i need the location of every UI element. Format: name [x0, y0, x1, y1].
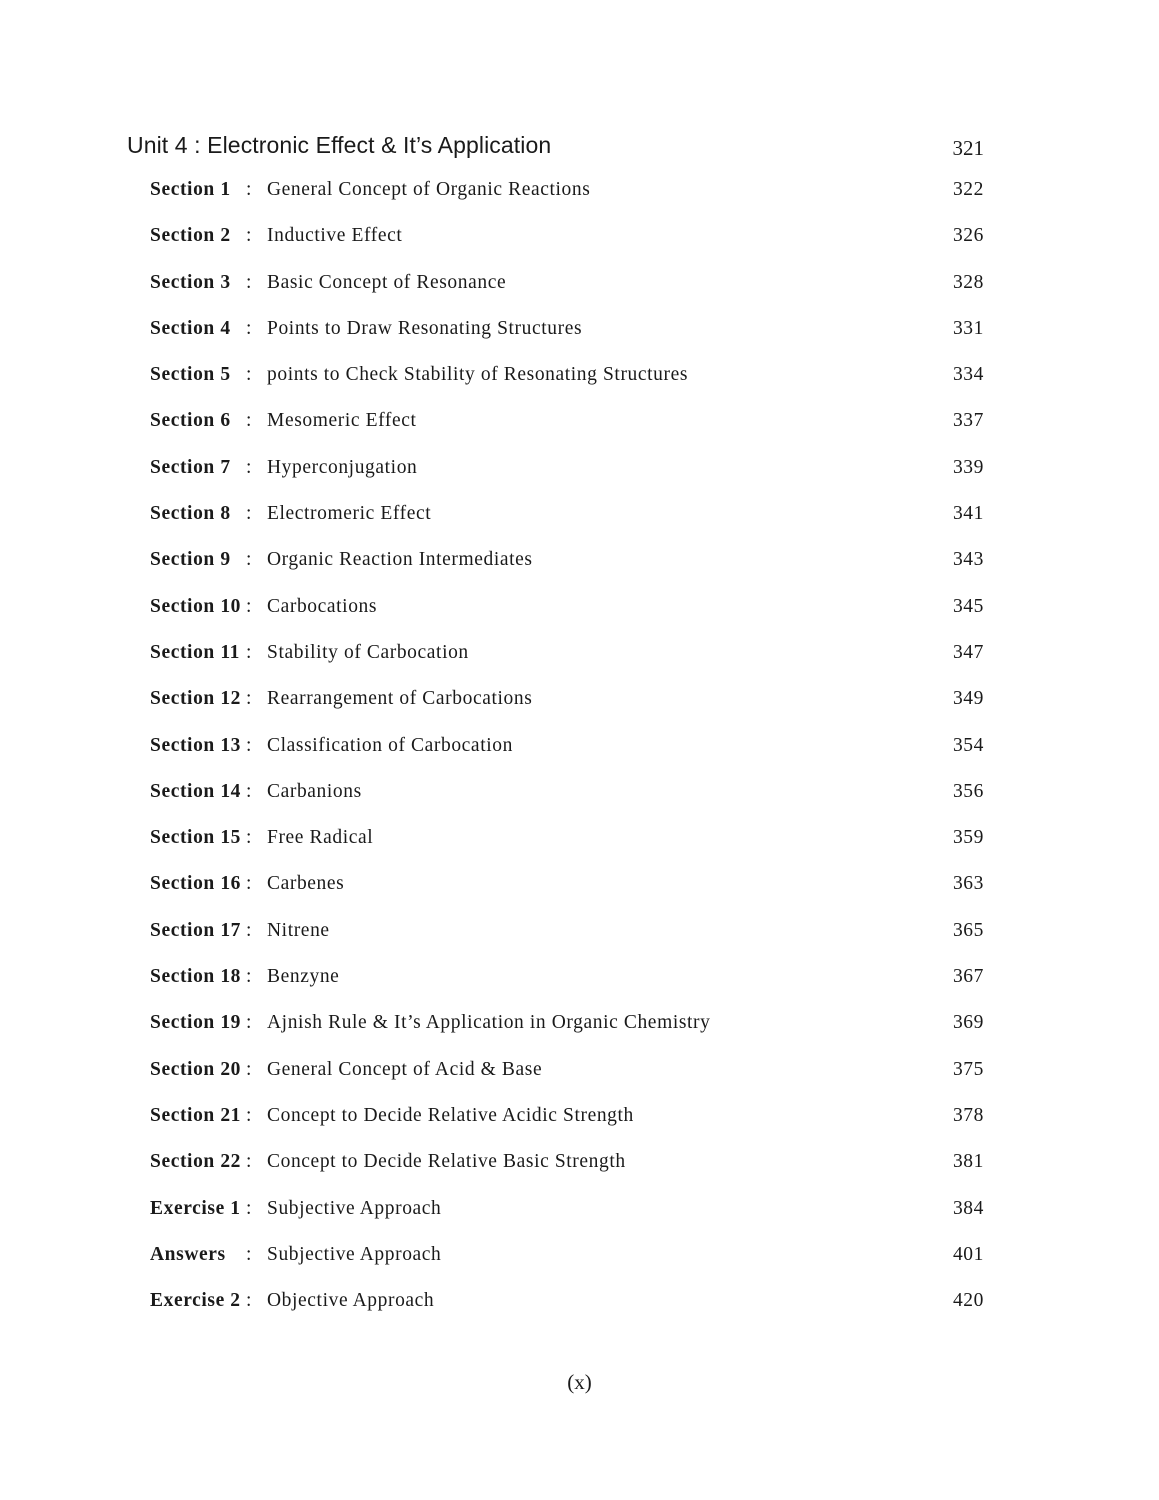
toc-entry-title: Subjective Approach — [267, 1243, 442, 1265]
toc-entry — [150, 1189, 984, 1235]
toc-entry-label: Section 15 — [150, 827, 242, 849]
toc-entry-page: 356 — [952, 780, 984, 802]
toc-entry-title: Carbocations — [267, 595, 378, 617]
toc-entry-page: 326 — [952, 225, 984, 247]
toc-entry-page: 375 — [952, 1058, 984, 1080]
toc-entry — [150, 818, 984, 864]
toc-entry-label: Section 16 — [150, 873, 242, 895]
toc-entry-title: Concept to Decide Relative Acidic Strength — [267, 1104, 634, 1126]
toc-entry — [150, 540, 984, 586]
toc-entry-separator: : — [246, 1197, 253, 1219]
toc-entry-title: Hyperconjugation — [267, 456, 418, 478]
toc-entry-title: Mesomeric Effect — [267, 410, 417, 432]
toc-entry-separator: : — [246, 966, 253, 988]
toc-entry — [150, 309, 984, 355]
toc-entry-label: Exercise 1 — [150, 1197, 241, 1219]
toc-entry — [150, 1003, 984, 1049]
toc-entry-separator: : — [246, 780, 253, 802]
toc-entry-page: 341 — [952, 503, 984, 525]
page-footer-number: (x) — [567, 1370, 592, 1394]
toc-entry-title: Carbanions — [267, 780, 362, 802]
toc-entry-page: 331 — [952, 317, 984, 339]
toc-entry-separator: : — [246, 271, 253, 293]
toc-entry-separator: : — [246, 827, 253, 849]
toc-entry-page: 384 — [952, 1197, 984, 1219]
toc-entry-separator: : — [246, 1151, 253, 1173]
toc-entry-page: 381 — [952, 1151, 984, 1173]
toc-entry-page: 339 — [952, 456, 984, 478]
toc-entry-separator: : — [246, 919, 253, 941]
toc-entry-separator: : — [246, 1058, 253, 1080]
toc-entry-separator: : — [246, 456, 253, 478]
toc-entry-title: Objective Approach — [267, 1290, 435, 1312]
toc-entry — [150, 726, 984, 772]
toc-entry-separator: : — [246, 1104, 253, 1126]
toc-entry-page: 343 — [952, 549, 984, 571]
toc-entry-title: Classification of Carbocation — [267, 734, 513, 756]
toc-entry-separator: : — [246, 410, 253, 432]
toc-entry-page: 367 — [952, 966, 984, 988]
toc-entry-label: Section 6 — [150, 410, 231, 432]
toc-entry-label: Section 5 — [150, 364, 231, 386]
toc-entry — [150, 633, 984, 679]
toc-entry-title: Subjective Approach — [267, 1197, 442, 1219]
toc-entry-separator: : — [246, 595, 253, 617]
toc-entry-separator: : — [246, 317, 253, 339]
toc-entry — [150, 448, 984, 494]
toc-entry-page: 354 — [952, 734, 984, 756]
toc-entry-title: Stability of Carbocation — [267, 641, 469, 663]
toc-entry-label: Section 17 — [150, 919, 242, 941]
toc-entry-label: Exercise 2 — [150, 1290, 241, 1312]
toc-entry — [150, 1281, 984, 1327]
toc-entry — [150, 957, 984, 1003]
toc-entry-label: Section 7 — [150, 456, 231, 478]
unit-page-number: 321 — [952, 136, 984, 160]
toc-entry-title: Nitrene — [267, 919, 330, 941]
toc-entry-title: Ajnish Rule & It’s Application in Organic Chemistry — [267, 1012, 711, 1034]
toc-entry-title: Benzyne — [267, 966, 340, 988]
toc-entry-label: Section 14 — [150, 780, 242, 802]
toc-entry-separator: : — [246, 641, 253, 663]
toc-entry-separator: : — [246, 734, 253, 756]
toc-entry-title: Basic Concept of Resonance — [267, 271, 507, 293]
toc-entry-label: Section 18 — [150, 966, 242, 988]
toc-entry-label: Section 19 — [150, 1012, 242, 1034]
toc-entry — [150, 216, 984, 262]
toc-entry-page: 363 — [952, 873, 984, 895]
toc-entry — [150, 679, 984, 725]
toc-entry-label: Section 12 — [150, 688, 242, 710]
toc-entry — [150, 355, 984, 401]
toc-entry-title: Rearrangement of Carbocations — [267, 688, 533, 710]
toc-entry-separator: : — [246, 1243, 253, 1265]
toc-entry — [150, 1142, 984, 1188]
toc-entry-label: Section 22 — [150, 1151, 242, 1173]
toc-entry-label: Section 13 — [150, 734, 242, 756]
toc-entry — [150, 1050, 984, 1096]
toc-entry-page: 347 — [952, 641, 984, 663]
toc-entry-separator: : — [246, 1290, 253, 1312]
toc-entry-separator: : — [246, 225, 253, 247]
toc-entry-title: General Concept of Acid & Base — [267, 1058, 543, 1080]
toc-entry-label: Section 4 — [150, 317, 231, 339]
toc-entry-separator: : — [246, 549, 253, 571]
toc-entry-page: 378 — [952, 1104, 984, 1126]
toc-entry-title: General Concept of Organic Reactions — [267, 179, 591, 200]
toc-entry-page: 359 — [952, 827, 984, 849]
toc-entry-label: Section 8 — [150, 503, 231, 525]
toc-entry-separator: : — [246, 688, 253, 710]
toc-entry-label: Section 20 — [150, 1058, 242, 1080]
toc-entry-page: 349 — [952, 688, 984, 710]
toc-entry-label: Answers — [150, 1243, 226, 1265]
toc-entry-title: Points to Draw Resonating Structures — [267, 317, 583, 339]
toc-entry-label: Section 2 — [150, 225, 231, 247]
toc-entry-title: points to Check Stability of Resonating Structures — [267, 364, 689, 386]
toc-entry-page: 365 — [952, 919, 984, 941]
unit-title: Unit 4 : Electronic Effect & It’s Application — [127, 132, 552, 158]
toc-entry-page: 345 — [952, 595, 984, 617]
toc-entry — [150, 1096, 984, 1142]
toc-entry — [150, 772, 984, 818]
toc-entry — [150, 401, 984, 447]
toc-entry-label: Section 3 — [150, 271, 231, 293]
toc-entry-label: Section 11 — [150, 641, 240, 663]
toc-entry-separator: : — [246, 1012, 253, 1034]
toc-entry-title: Inductive Effect — [267, 225, 403, 247]
toc-entry-page: 337 — [952, 410, 984, 432]
toc-entry — [150, 263, 984, 309]
toc-entry — [150, 170, 984, 216]
toc-entry-title: Free Radical — [267, 827, 374, 849]
toc-entry-page: 334 — [952, 364, 984, 386]
toc-entry-separator: : — [246, 179, 253, 200]
toc-entry — [150, 864, 984, 910]
toc-entry-title: Concept to Decide Relative Basic Strength — [267, 1151, 626, 1173]
toc-entry-title: Carbenes — [267, 873, 345, 895]
toc-entry-page: 401 — [952, 1243, 984, 1265]
toc-entry-title: Electromeric Effect — [267, 503, 432, 525]
toc-entry-label: Section 10 — [150, 595, 242, 617]
toc-entry — [150, 1235, 984, 1281]
toc-entry-separator: : — [246, 364, 253, 386]
toc-entry-page: 322 — [952, 179, 984, 200]
toc-entry-page: 369 — [952, 1012, 984, 1034]
toc-entry-separator: : — [246, 873, 253, 895]
toc-entry-separator: : — [246, 503, 253, 525]
toc-entry-page: 328 — [952, 271, 984, 293]
toc-entry — [150, 911, 984, 957]
toc-entry-label: Section 1 — [150, 179, 231, 200]
toc-entry-title: Organic Reaction Intermediates — [267, 549, 533, 571]
table-of-contents — [150, 170, 984, 1327]
toc-entry — [150, 494, 984, 540]
toc-entry-label: Section 9 — [150, 549, 231, 571]
toc-entry — [150, 587, 984, 633]
toc-entry-page: 420 — [952, 1290, 984, 1312]
toc-entry-label: Section 21 — [150, 1104, 242, 1126]
